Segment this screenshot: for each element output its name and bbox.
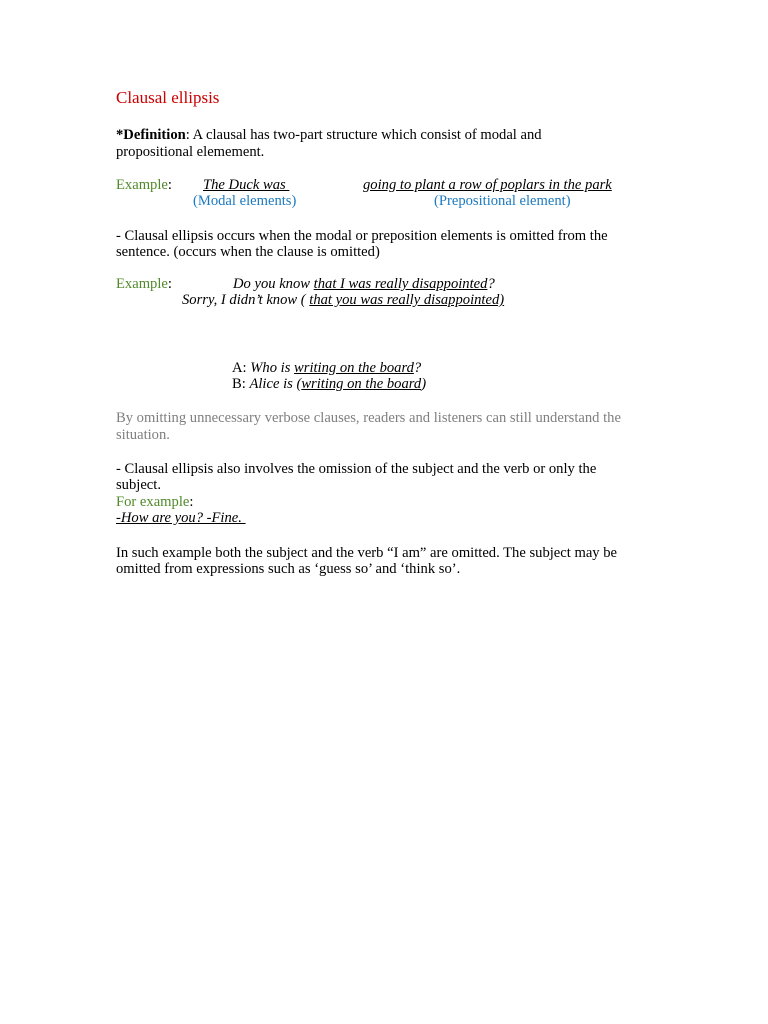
for-example-label: For example	[116, 494, 190, 510]
dialog-b-label: B:	[232, 376, 250, 392]
para3-line-1: In such example both the subject and the verb “I am” are omitted. The subject may be	[116, 545, 618, 561]
example2-q-prefix: Do you know	[233, 276, 314, 292]
para3-line-2: omitted from expressions such as ‘guess so’ and ‘think so’.	[116, 561, 461, 577]
example1-prop-note: (Prepositional element)	[434, 193, 571, 209]
definition-colon: :	[185, 127, 190, 143]
dialog-a-suffix: ?	[413, 360, 422, 376]
definition-term: *Definition	[116, 127, 186, 143]
example2-question	[233, 276, 495, 293]
example2-q-suffix: ?	[487, 276, 495, 292]
example1-modal-note: (Modal elements)	[193, 193, 297, 209]
dialog-a-underlined: writing on the board	[294, 360, 414, 376]
gray-note-line-2: situation.	[116, 427, 170, 443]
dialog-line-a	[232, 360, 421, 377]
example2-answer	[182, 292, 504, 309]
para1-line-1: - Clausal ellipsis occurs when the modal or preposition elements is omitted from the	[116, 228, 608, 244]
for-example-colon: :	[189, 494, 194, 510]
example1-colon: :	[167, 177, 172, 193]
page-title: Clausal ellipsis	[116, 88, 220, 107]
example1-label-line	[116, 177, 172, 194]
para1-line-2: sentence. (occurs when the clause is omitted)	[116, 244, 380, 260]
definition-line-1	[116, 127, 656, 144]
dialog-b-suffix: )	[421, 376, 427, 392]
definition-text-2: propositional elemement.	[116, 144, 265, 160]
definition-line-2	[116, 144, 656, 161]
gray-note-line-1: By omitting unnecessary verbose clauses, readers and listeners can still understand the	[116, 410, 621, 426]
example2-q-underlined: that I was really disappointed	[313, 276, 488, 292]
dialog-b-prefix: Alice is (	[249, 376, 302, 392]
example2-label-line	[116, 276, 172, 293]
example2-colon: :	[167, 276, 172, 292]
para2-line-2: subject.	[116, 477, 161, 493]
para2-for-example	[116, 494, 656, 511]
example1-modal-phrase: The Duck was	[203, 177, 290, 193]
para2-line-1: - Clausal ellipsis also involves the omission of the subject and the verb or only the	[116, 461, 597, 477]
dialog-b-underlined: writing on the board	[301, 376, 422, 392]
para2-example-text: -How are you? -Fine.	[116, 510, 246, 526]
example2-a-prefix: Sorry, I didn’t know (	[182, 292, 310, 308]
example1-label: Example	[116, 177, 168, 193]
definition-text-1: A clausal has two-part structure which consist of modal and	[189, 127, 542, 143]
example1-prop-phrase: going to plant a row of poplars in the park	[363, 177, 612, 193]
example2-a-underlined: that you was really disappointed)	[309, 292, 505, 308]
dialog-a-prefix: Who is	[250, 360, 295, 376]
example2-label: Example	[116, 276, 168, 292]
dialog-a-label: A:	[232, 360, 251, 376]
dialog-line-b	[232, 376, 426, 393]
